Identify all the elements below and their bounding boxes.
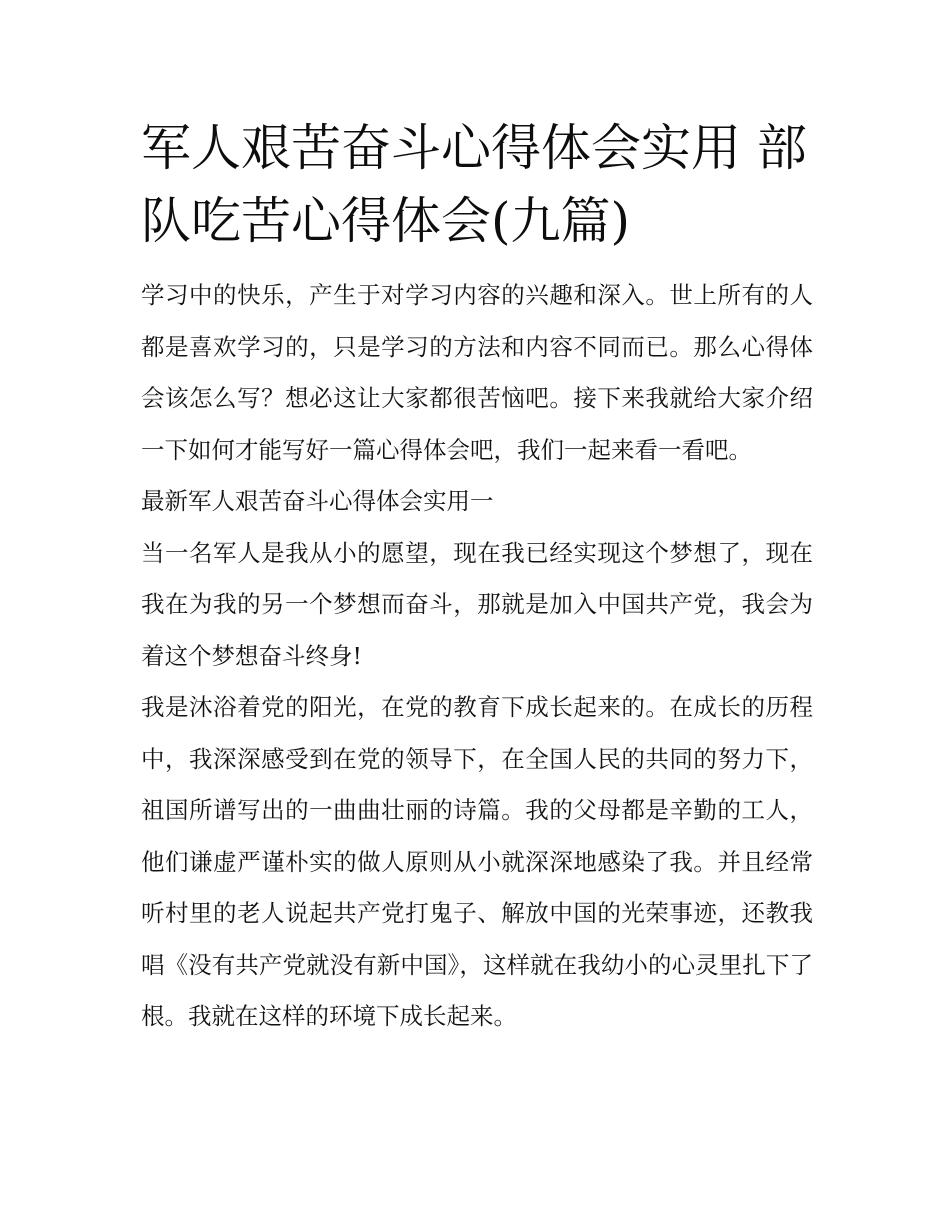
body-paragraph-2: 我是沐浴着党的阳光，在党的教育下成长起来的。在成长的历程中，我深深感受到在党的领导下，在全国人民的共同的努力下，祖国所谱写出的一曲曲壮丽的诗篇。我的父母都是辛勤的工人，他们谦虚严谨朴实的做人原则从小就深深地感染了我。并且经常听村里的老人说起共产党打鬼子、解放中国的光荣事迹，还教我唱《没有共产党就没有新中国》，这样就在我幼小的心灵里扎下了根。我就在这样的环境下成长起来。 [141, 693, 813, 1030]
title-line-2: 队吃苦心得体会(九篇) [141, 192, 631, 250]
document-body [141, 270, 813, 1043]
document-content [141, 112, 813, 1043]
intro-paragraph: 学习中的快乐，产生于对学习内容的兴趣和深入。世上所有的人都是喜欢学习的，只是学习的方法和内容不同而已。那么心得体会该怎么写？想必这让大家都很苦恼吧。接下来我就给大家介绍一下如何才能写好一篇心得体会吧，我们一起来看一看吧。 [141, 281, 813, 464]
document-title [141, 112, 813, 258]
title-line-1: 军人艰苦奋斗心得体会实用 部 [141, 119, 807, 177]
body-paragraph-1: 当一名军人是我从小的愿望，现在我已经实现这个梦想了，现在我在为我的另一个梦想而奋斗，那就是加入中国共产党，我会为着这个梦想奋斗终身! [141, 538, 813, 670]
section-heading: 最新军人艰苦奋斗心得体会实用一 [141, 487, 494, 515]
